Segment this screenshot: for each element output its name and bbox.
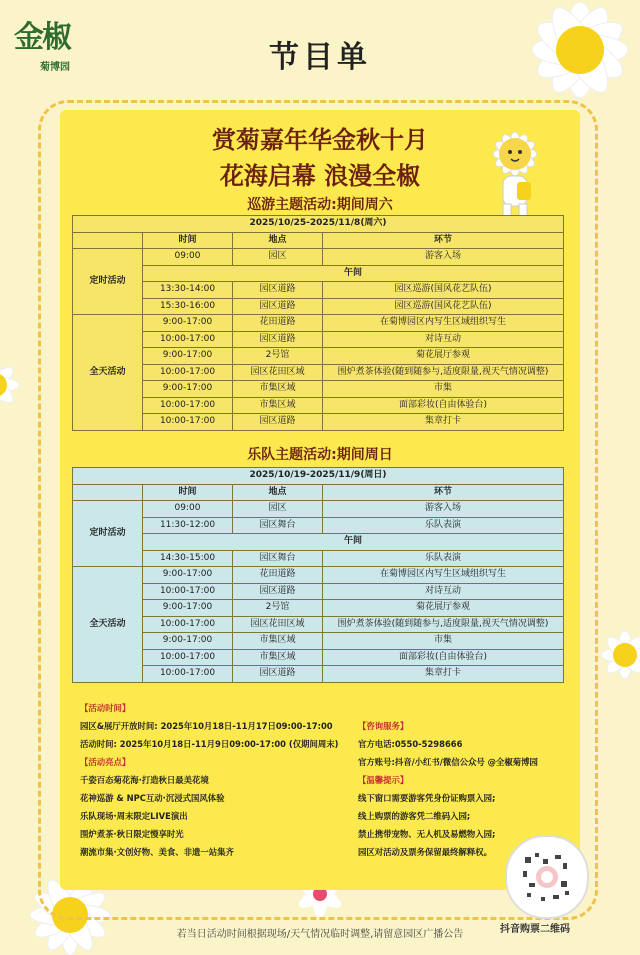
qr-pattern-icon xyxy=(507,837,587,917)
col-header-time: 时间 xyxy=(143,232,233,249)
col-header-place: 地点 xyxy=(233,484,323,501)
cell-item: 围炉煮茶体验(随到随参与,适度限量,视天气情况调整) xyxy=(323,364,564,381)
table-row xyxy=(73,249,564,266)
table-row xyxy=(73,331,564,348)
cell-item: 对诗互动 xyxy=(323,583,564,600)
cell-item: 在菊博园区内写生区域组织写生 xyxy=(323,567,564,584)
highlight-item: 千姿百态菊花海·打造秋日最美花境 xyxy=(80,775,209,785)
cell-time: 09:00 xyxy=(143,249,233,266)
cell-time: 13:30-14:00 xyxy=(143,282,233,299)
cell-time: 10:00-17:00 xyxy=(143,583,233,600)
cell-place: 园区道路 xyxy=(233,298,323,315)
table-row xyxy=(73,649,564,666)
highlight-item: 花神巡游 & NPC互动·沉浸式国风体验 xyxy=(80,793,225,803)
cell-time: 9:00-17:00 xyxy=(143,567,233,584)
service-heading: 【咨询服务】 xyxy=(358,721,409,731)
table-row xyxy=(73,414,564,431)
highlight-item: 潮流市集·文创好物、美食、非遗一站集齐 xyxy=(80,847,234,857)
cell-place: 园区道路 xyxy=(233,666,323,683)
cell-item: 面部彩妆(自由体验台) xyxy=(323,397,564,414)
cell-place: 市集区域 xyxy=(233,397,323,414)
cell-place: 园区花田区域 xyxy=(233,364,323,381)
logo-sub-text: 菊博园 xyxy=(40,62,70,73)
cell-time: 9:00-17:00 xyxy=(143,633,233,650)
table-row xyxy=(73,501,564,518)
cell-place: 园区 xyxy=(233,249,323,266)
cell-place: 园区 xyxy=(233,501,323,518)
table-row xyxy=(73,348,564,365)
col-header-place: 地点 xyxy=(233,232,323,249)
tip-item: 禁止携带宠物、无人机及易燃物入园; xyxy=(358,829,496,839)
cell-time: 9:00-17:00 xyxy=(143,600,233,617)
page-title: 节目单 xyxy=(269,40,371,75)
logo-main-text: 金椒 xyxy=(14,20,70,55)
cell-time: 11:30-12:00 xyxy=(143,517,233,534)
table-row xyxy=(73,666,564,683)
cell-time: 14:30-15:00 xyxy=(143,550,233,567)
park-hours: 园区&展厅开放时间: 2025年10月18日-11月17日09:00-17:00 xyxy=(80,721,333,731)
col-header-item: 环节 xyxy=(323,484,564,501)
cell-place: 园区花田区域 xyxy=(233,616,323,633)
cell-place: 市集区域 xyxy=(233,381,323,398)
table-row xyxy=(73,282,564,299)
table-row xyxy=(73,600,564,617)
cell-time: 10:00-17:00 xyxy=(143,397,233,414)
daisy-left-icon xyxy=(0,340,40,430)
tips-heading: 【温馨提示】 xyxy=(358,775,409,785)
table-row xyxy=(73,550,564,567)
event-dates: 活动时间: 2025年10月18日-11月9日09:00-17:00 (仅期间周末) xyxy=(80,739,339,749)
cell-place: 2号馆 xyxy=(233,600,323,617)
cell-item: 对诗互动 xyxy=(323,331,564,348)
cell-time: 10:00-17:00 xyxy=(143,331,233,348)
cell-time: 10:00-17:00 xyxy=(143,649,233,666)
col-header-time: 时间 xyxy=(143,484,233,501)
cell-place: 园区道路 xyxy=(233,282,323,299)
cell-time: 09:00 xyxy=(143,501,233,518)
cell-time: 10:00-17:00 xyxy=(143,414,233,431)
table-row xyxy=(73,397,564,414)
section1-title: 巡游主题活动:期间周六 xyxy=(247,197,393,213)
cell-place: 园区舞台 xyxy=(233,517,323,534)
schedule-table-saturday xyxy=(72,215,564,431)
cell-time: 9:00-17:00 xyxy=(143,381,233,398)
tip-item: 园区对活动及票务保留最终解释权。 xyxy=(358,847,492,857)
highlights-heading: 【活动亮点】 xyxy=(80,757,131,767)
group-label-timed: 定时活动 xyxy=(73,249,143,315)
table-date-header: 2025/10/25-2025/11/8(周六) xyxy=(73,216,564,233)
cell-item: 市集 xyxy=(323,633,564,650)
headline-line-1: 赏菊嘉年华金秋十月 xyxy=(212,126,428,154)
qr-label: 抖音购票二维码 xyxy=(500,924,570,935)
table-row xyxy=(73,567,564,584)
highlight-item: 乐队现场·周末限定LIVE演出 xyxy=(80,811,188,821)
cell-time: 15:30-16:00 xyxy=(143,298,233,315)
official-phone: 官方电话:0550-5298666 xyxy=(358,739,463,749)
tip-item: 线上购票的游客凭二维码入园; xyxy=(358,811,471,821)
cell-place: 2号馆 xyxy=(233,348,323,365)
footer-notice: 若当日活动时间根据现场/天气情况临时调整,请留意园区广播公告 xyxy=(176,929,464,940)
cell-time: 10:00-17:00 xyxy=(143,616,233,633)
col-header-item: 环节 xyxy=(323,232,564,249)
group-label-allday: 全天活动 xyxy=(73,567,143,683)
cell-item: 乐队表演 xyxy=(323,517,564,534)
cell-item: 菊花展厅参观 xyxy=(323,348,564,365)
headline-line-2: 花海启幕 浪漫全椒 xyxy=(219,162,421,190)
cell-time: 9:00-17:00 xyxy=(143,315,233,332)
cell-place: 花田道路 xyxy=(233,567,323,584)
cell-item: 游客入场 xyxy=(323,501,564,518)
cell-item: 市集 xyxy=(323,381,564,398)
table-row xyxy=(73,315,564,332)
cell-item: 园区巡游(国风花艺队伍) xyxy=(323,282,564,299)
cell-place: 园区道路 xyxy=(233,331,323,348)
table-row xyxy=(73,616,564,633)
noon-row: 午间 xyxy=(143,534,564,551)
cell-item: 游客入场 xyxy=(323,249,564,266)
table-row xyxy=(73,517,564,534)
table-row xyxy=(73,633,564,650)
table-date-header: 2025/10/19-2025/11/9(周日) xyxy=(73,468,564,485)
schedule-table-sunday xyxy=(72,467,564,683)
cell-item: 围炉煮茶体验(随到随参与,适度限量,视天气情况调整) xyxy=(323,616,564,633)
cell-item: 乐队表演 xyxy=(323,550,564,567)
cell-item: 菊花展厅参观 xyxy=(323,600,564,617)
cell-place: 园区舞台 xyxy=(233,550,323,567)
group-label-allday: 全天活动 xyxy=(73,315,143,431)
cell-item: 在菊博园区内写生区域组织写生 xyxy=(323,315,564,332)
cell-item: 园区巡游(国风花艺队伍) xyxy=(323,298,564,315)
cell-item: 集章打卡 xyxy=(323,666,564,683)
cell-place: 园区道路 xyxy=(233,414,323,431)
table-row xyxy=(73,381,564,398)
cell-item: 集章打卡 xyxy=(323,414,564,431)
cell-place: 园区道路 xyxy=(233,583,323,600)
tip-item: 线下窗口需要游客凭身份证购票入园; xyxy=(358,793,496,803)
table-row xyxy=(73,298,564,315)
section2-title: 乐队主题活动:期间周日 xyxy=(247,447,393,463)
noon-row: 午间 xyxy=(143,265,564,282)
highlight-item: 围炉煮茶·秋日限定慢享时光 xyxy=(80,829,184,839)
group-label-timed: 定时活动 xyxy=(73,501,143,567)
table-corner xyxy=(73,484,143,501)
cell-time: 10:00-17:00 xyxy=(143,364,233,381)
cell-place: 市集区域 xyxy=(233,633,323,650)
cell-item: 面部彩妆(自由体验台) xyxy=(323,649,564,666)
cell-place: 花田道路 xyxy=(233,315,323,332)
table-row xyxy=(73,364,564,381)
official-accounts: 官方账号:抖音/小红书/微信公众号 @全椒菊博园 xyxy=(358,757,538,767)
table-row xyxy=(73,583,564,600)
table-corner xyxy=(73,232,143,249)
cell-place: 市集区域 xyxy=(233,649,323,666)
qr-code[interactable] xyxy=(505,835,589,919)
activity-time-heading: 【活动时间】 xyxy=(80,703,131,713)
cell-time: 9:00-17:00 xyxy=(143,348,233,365)
cell-time: 10:00-17:00 xyxy=(143,666,233,683)
